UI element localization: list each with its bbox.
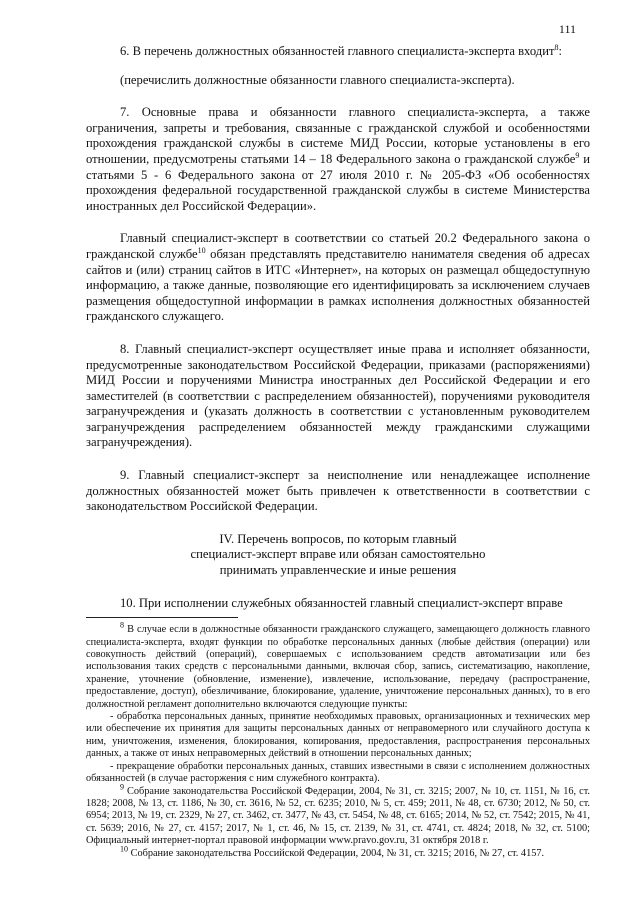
section-heading	[86, 532, 590, 579]
paragraph-6-placeholder: (перечислить должностные обязанности главного специалиста-эксперта).	[120, 72, 515, 87]
paragraph-8: 8. Главный специалист-эксперт осуществляет иные права и исполняет обязанности, предусмотренные законодательством Российской Федерации, приказами (распоряжениями) МИД России и поручениями Министра иностранных дел Российской Федерации и его заместителей (в соответствии с распределением обязанностей), поручениями руководителя загранучреждения и (указать должность в соответствии с установленным руководителем загранучреждения распределением обязанностей между гражданскими служащими загранучреждения).	[86, 341, 590, 450]
paragraph-7b-text: Главный специалист-эксперт в соответствии со статьей 20.2 Федерального закона о гражданской службе	[86, 231, 590, 261]
paragraph-7b-tail: обязан представлять представителю нанимателя сведения об адресах сайтов и (или) страниц сайтов в ИТС «Интернет», на которых он размещал общедоступную информацию, а также данные, позволяющие его идентифицировать за исключением случаев размещения общедоступной информации в рамках исполнения должностных обязанностей гражданского служащего.	[86, 246, 590, 324]
footnote-separator	[86, 617, 238, 618]
paragraph-6-text: 6. В перечень должностных обязанностей главного специалиста-эксперта входит	[120, 44, 555, 58]
paragraph-7b	[86, 231, 590, 325]
footnote-ref-10[interactable]: 10	[197, 245, 206, 255]
document-body	[86, 44, 590, 860]
section-heading-line-1: IV. Перечень вопросов, по которым главный	[219, 531, 457, 546]
footnote-8-number: 8	[120, 620, 124, 630]
page-number: 111	[558, 22, 576, 36]
footnote-10	[86, 844, 590, 860]
paragraph-10: 10. При исполнении служебных обязанностей главный специалист-эксперт вправе	[120, 595, 563, 610]
paragraph-6-tail: :	[558, 44, 562, 58]
footnote-8-text: В случае если в должностные обязанности гражданского служащего, замещающего должность главного специалиста-эксперта, входят функции по обработке персональных данных (любые действия (операции) или совокупность действий (операций), совершаемых с использованием средств автоматизации или без использования таких средств с персональными данными, включая сбор, запись, систематизацию, накопление, хранение, уточнение (обновление, изменение), извлечение, использование, передачу (распространение, предоставление, доступ), обезличивание, блокирование, удаление, уничтожение персональных данных), то в его должностной регламент дополнительно включаются следующие пункты:	[86, 624, 590, 710]
footnote-8	[86, 620, 590, 711]
footnote-10-text: Собрание законодательства Российской Федерации, 2004, № 31, ст. 3215; 2016, № 27, ст. 4157.	[128, 847, 545, 859]
paragraph-7	[86, 105, 590, 214]
paragraph-7-text: 7. Основные права и обязанности главного специалиста-эксперта, а также ограничения, запреты и требования, связанные с гражданской службой и особенностями прохождения гражданской службы в системе МИД России, которые установлены в его отношении, предусмотрены статьями 14 – 18 Федерального закона о гражданской службе	[86, 105, 590, 166]
footnote-ref-9[interactable]: 9	[575, 150, 580, 160]
paragraph-7-tail: и статьями 5 - 6 Федерального закона от 27 июля 2010 г. № 205-ФЗ «Об особенностях прохождения федеральной государственной гражданской службы в системе Министерства иностранных дел Российской Федерации».	[86, 151, 590, 213]
footnote-8-item-1: - обработка персональных данных, принятие необходимых правовых, организационных и технических мер или обеспечение их принятия для защиты персональных данных от неправомерного или случайного доступа к ним, уничтожения, изменения, блокирования, копирования, предоставления, распространения персональных данных, а также от иных неправомерных действий в отношении персональных данных;	[86, 711, 590, 760]
paragraph-6	[86, 44, 590, 60]
footnote-9	[86, 782, 590, 848]
paragraph-9: 9. Главный специалист-эксперт за неисполнение или ненадлежащее исполнение должностных обязанностей может быть привлечен к ответственности в соответствии с законодательством Российской Федерации.	[86, 468, 590, 514]
section-heading-line-2: специалист-эксперт вправе или обязан самостоятельно	[190, 547, 486, 562]
footnotes	[86, 620, 590, 860]
footnote-8-item-2: - прекращение обработки персональных данных, ставших известными в связи с исполнением должностных обязанностей (в случае расторжения с ним служебного контракта).	[86, 760, 590, 785]
footnote-10-number: 10	[120, 844, 128, 854]
section-heading-line-3: принимать управленческие и иные решения	[219, 563, 457, 578]
footnote-ref-8[interactable]: 8	[554, 42, 559, 52]
footnote-9-text: Собрание законодательства Российской Федерации, 2004, № 31, ст. 3215; 2007, № 10, ст. 1151, № 16, ст. 1828; 2008, № 13, ст. 1186, № 30, ст. 3616, № 52, ст. 6235; 2010, № 5, ст. 459; 2011, № 48, ст. 6730; 2012, № 50, ст. 6954; 2013, № 19, ст. 2329, № 27, ст. 3462, ст. 3477, № 43, ст. 5454, № 48, ст. 6165; 2014, № 52, ст. 7542; 2015, № 41, ст. 5639; 2016, № 27, ст. 4157; 2017, № 1, ст. 46, № 15, ст. 2139, № 31, ст. 4741, ст. 4824; 2018, № 32, ст. 5100; Официальный интернет-портал правовой информации www.pravo.gov.ru, 31 октября 2018 г.	[86, 785, 590, 847]
footnote-9-number: 9	[120, 782, 124, 792]
